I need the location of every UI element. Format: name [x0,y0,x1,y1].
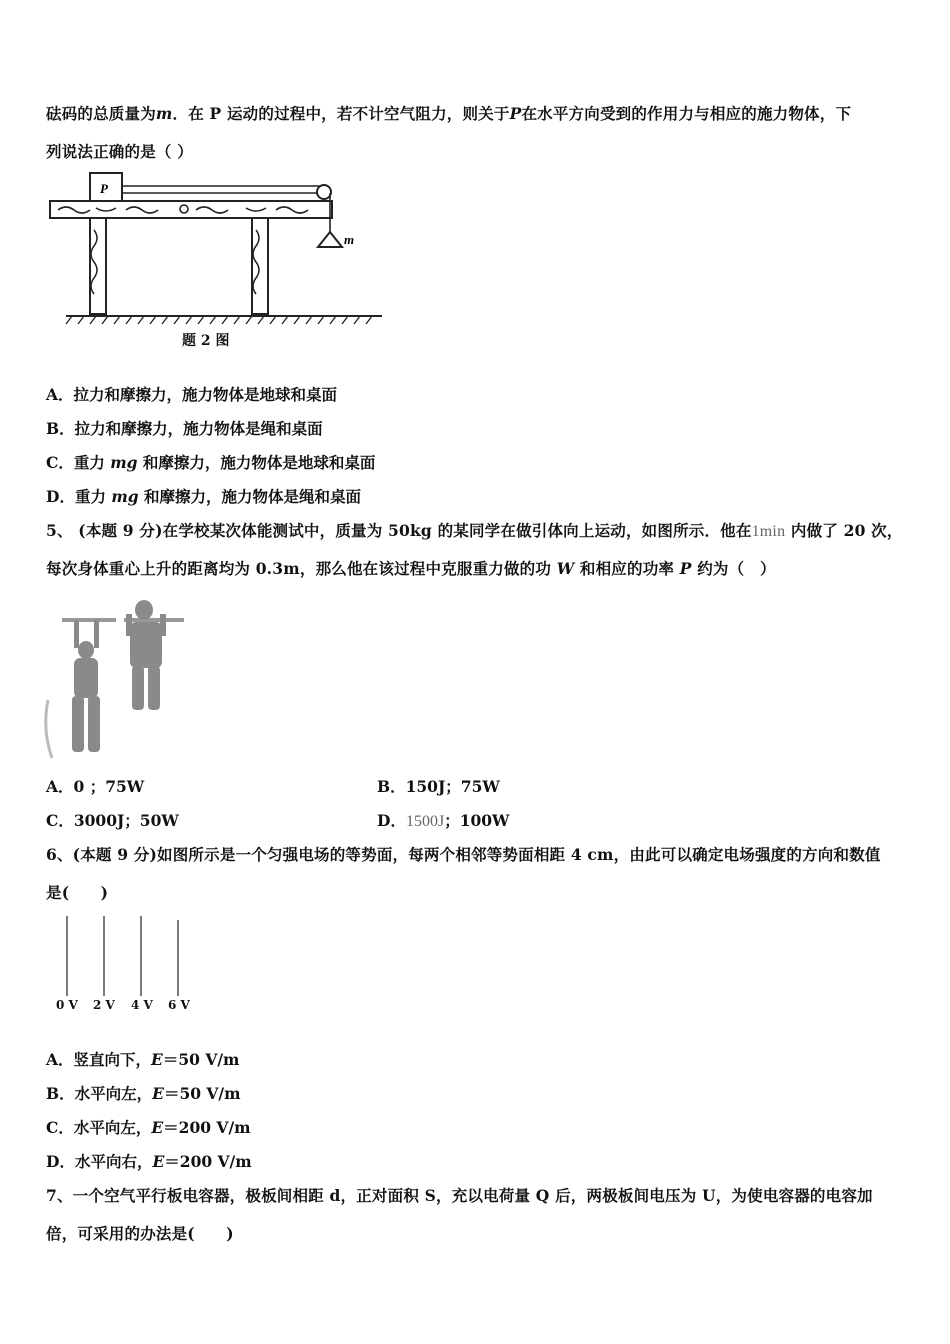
potential-label-0v: 0 V [56,998,78,1012]
table-top [50,201,332,218]
block-p-label: P [100,181,108,196]
table-pulley-figure [46,170,386,330]
q4-option-d: D．重力 mg 和摩擦力，施力物体是绳和桌面 [46,487,362,506]
figure-caption: 题 2 图 [182,333,230,349]
q7-stem-line1: 7、一个空气平行板电容器，极板间相距 d，正对面积 S，充以电荷量 Q 后，两极板间电压为 U，为使电容器的电容加 [46,1186,873,1205]
equipotential-lines-figure [56,912,196,998]
q7-stem-line2: 倍，可采用的办法是( ) [46,1224,234,1243]
q6-option-a: A．竖直向下，E＝50 V/m [46,1050,240,1069]
mass-label: m [344,232,355,247]
pulley [317,185,331,199]
q6-option-b: B．水平向左，E＝50 V/m [46,1084,241,1103]
q4-option-b: B．拉力和摩擦力，施力物体是绳和桌面 [46,419,323,438]
q4-option-a: A．拉力和摩擦力，施力物体是地球和桌面 [46,385,338,404]
person-silhouette-raised [126,600,166,710]
table-leg-right [252,218,268,314]
potential-label-2v: 2 V [93,998,115,1012]
q6-stem-line2: 是( ) [46,883,109,902]
q4-stem-line1: 砝码的总质量为m．在 P 运动的过程中，若不计空气阻力，则关于P在水平方向受到的作用力与相应的施力物体，下 [46,104,852,123]
q5-option-b: B．150J；75W [377,777,500,796]
q5-option-a: A．0 ；75W [46,777,145,796]
pull-up-figure [44,600,189,762]
person-silhouette-hanging [72,620,100,752]
q5-option-d: D．1500J；100W [377,811,510,830]
q5-stem-line1: 5、 (本题 9 分)在学校某次体能测试中，质量为 50kg 的某同学在做引体向上运动，如图所示．他在1min 内做了 20 次， [46,521,903,540]
potential-label-4v: 4 V [131,998,153,1012]
q6-option-d: D．水平向右，E＝200 V/m [46,1152,252,1171]
q6-stem-line1: 6、(本题 9 分)如图所示是一个匀强电场的等势面，每两个相邻等势面相距 4 cm，由此可以确定电场强度的方向和数值 [46,845,881,864]
weight-hanger [318,232,342,247]
q4-option-c: C．重力 mg 和摩擦力，施力物体是地球和桌面 [46,453,376,472]
q5-stem-line2: 每次身体重心上升的距离均为 0.3m，那么他在该过程中克服重力做的功 W 和相应的功率 P 约为（ ） [46,559,776,578]
q4-stem-line2: 列说法正确的是（ ） [46,142,193,161]
q6-option-c: C．水平向左，E＝200 V/m [46,1118,251,1137]
table-leg-left [90,218,106,314]
q5-option-c: C．3000J；50W [46,811,179,830]
potential-label-6v: 6 V [168,998,190,1012]
